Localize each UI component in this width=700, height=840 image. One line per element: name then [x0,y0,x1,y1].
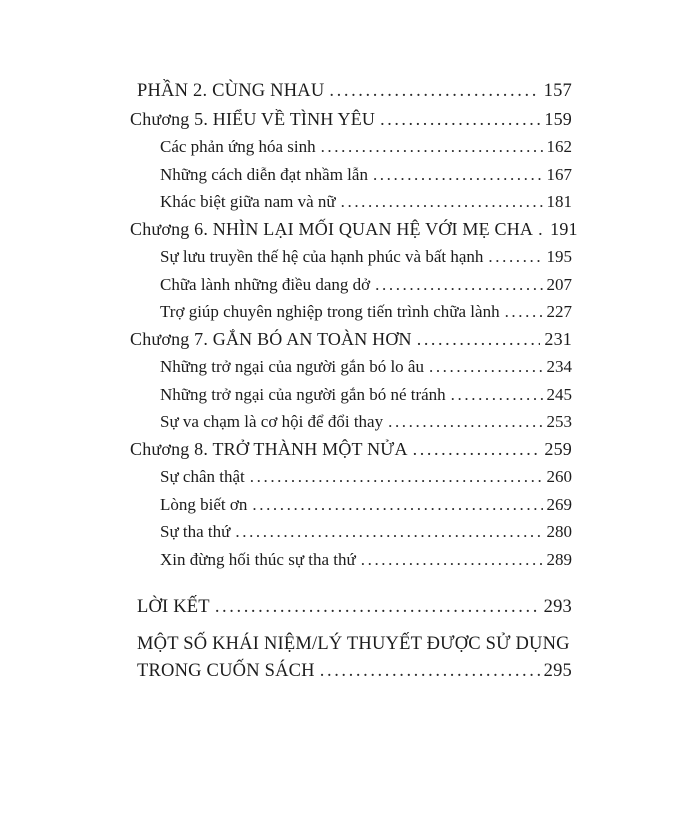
toc-page-number: 181 [546,192,572,211]
toc-entry-label: MỘT SỐ KHÁI NIỆM/LÝ THUYẾT ĐƯỢC SỬ DỤNG [137,633,570,654]
toc-entry-label: Trợ giúp chuyên nghiệp trong tiến trình chữa lành [160,302,500,321]
toc-entry-label: LỜI KẾT [137,597,210,617]
toc-entry-line [160,546,572,574]
toc-entry [130,353,572,381]
toc-page-number: 269 [546,494,572,514]
toc-entry-label: TRONG CUỐN SÁCH [137,661,315,681]
toc-entry-line [130,216,578,244]
toc-entry [130,106,572,134]
toc-entry-line [160,518,572,546]
toc-entry-label: Những trở ngại của người gắn bó lo âu [160,357,424,376]
toc-page-number: 195 [546,247,572,266]
dot-leader [329,78,539,106]
dot-leader [429,353,543,381]
toc-entry-line [160,133,572,161]
toc-entry [130,594,572,622]
dot-leader [375,271,542,299]
toc-entry-line [160,161,572,189]
toc-entry-label: Sự chân thật [160,467,245,486]
dot-leader [417,326,541,354]
toc-entry-line [160,298,572,326]
toc-entry-line [160,463,572,491]
toc-entry [130,436,572,464]
dot-leader [320,658,540,686]
dot-leader [380,106,540,134]
toc-entry-label: Chương 5. HIỂU VỀ TÌNH YÊU [130,108,376,129]
toc-page-number: 167 [546,164,572,184]
toc-entry-label: Khác biệt giữa nam và nữ [160,192,336,211]
dot-leader [321,133,543,161]
toc-entry [130,133,572,161]
toc-entry-line [160,271,572,299]
toc-entry-label: Chương 7. GẮN BÓ AN TOÀN HƠN [130,328,412,349]
toc-entry [130,271,572,299]
toc-entry [130,546,572,574]
toc-entry-line [137,658,572,686]
toc-entry-label: Chương 8. TRỞ THÀNH MỘT NỬA [130,438,408,459]
toc-entry [130,463,572,491]
toc-page-number: 260 [546,467,572,486]
dot-leader [413,436,541,464]
toc-entry-line [160,381,572,409]
toc-page-number: 245 [546,384,572,404]
dot-leader [252,491,542,519]
toc-entry-label: Lòng biết ơn [160,494,248,514]
toc-page-number: 253 [546,412,572,431]
toc-list [130,78,578,686]
dot-leader [341,188,543,216]
toc-entry [130,491,572,519]
dot-leader [451,381,543,409]
toc-entry-line [130,106,572,134]
toc-entry-label: Sự va chạm là cơ hội để đổi thay [160,412,384,431]
toc-entry [130,518,572,546]
toc-page-number: 191 [550,218,578,239]
toc-entry [130,161,572,189]
dot-leader [538,216,546,244]
toc-entry [130,326,572,354]
toc-page-number: 159 [544,108,572,129]
toc-entry-line [160,353,572,381]
toc-entry [130,381,572,409]
toc-entry-line [160,188,572,216]
toc-page-number: 207 [546,274,572,294]
toc-page-number: 259 [544,438,572,459]
dot-leader [373,161,543,189]
dot-leader [235,518,542,546]
toc-entry-label: Sự tha thứ [160,522,231,541]
toc-page-number: 231 [544,328,572,349]
toc-entry-label: Chương 6. NHÌN LẠI MỐI QUAN HỆ VỚI MẸ CHA [130,218,534,239]
toc-entry-line [137,631,572,659]
dot-leader [250,463,543,491]
toc-entry-label: PHẦN 2. CÙNG NHAU [137,81,325,101]
toc-entry [130,298,572,326]
toc-entry-label: Xin đừng hối thúc sự tha thứ [160,549,356,569]
toc-entry-line [160,243,572,271]
dot-leader [488,243,542,271]
toc-page-number: 293 [543,597,572,617]
toc-page-number: 280 [546,522,572,541]
toc-entry-line [160,491,572,519]
toc-entry-label: Chữa lành những điều dang dở [160,274,371,294]
dot-leader [361,546,543,574]
toc-entry-label: Những cách diễn đạt nhầm lẫn [160,164,368,184]
dot-leader [388,408,542,436]
dot-leader [215,594,540,622]
toc-entry [130,188,572,216]
toc-page-number: 162 [546,137,572,156]
toc-entry [130,408,572,436]
toc-entry-label: Sự lưu truyền thế hệ của hạnh phúc và bất hạnh [160,247,484,266]
toc-entry [130,631,572,686]
toc-page-number: 295 [543,661,572,681]
toc-entry-label: Các phản ứng hóa sinh [160,137,316,156]
toc-page-number: 234 [546,357,572,376]
toc-entry [130,243,572,271]
toc-entry-line [130,436,572,464]
toc-page-number: 289 [546,549,572,569]
toc-entry-line [130,326,572,354]
toc-entry-label: Những trở ngại của người gắn bó né tránh [160,384,446,404]
toc-entry [130,216,578,244]
dot-leader [505,298,543,326]
toc-page-number: 157 [543,81,572,101]
toc-entry-line [160,408,572,436]
toc-entry-line [137,594,572,622]
toc-page-number: 227 [546,302,572,321]
toc-entry-line [137,78,572,106]
toc-entry [130,78,572,106]
